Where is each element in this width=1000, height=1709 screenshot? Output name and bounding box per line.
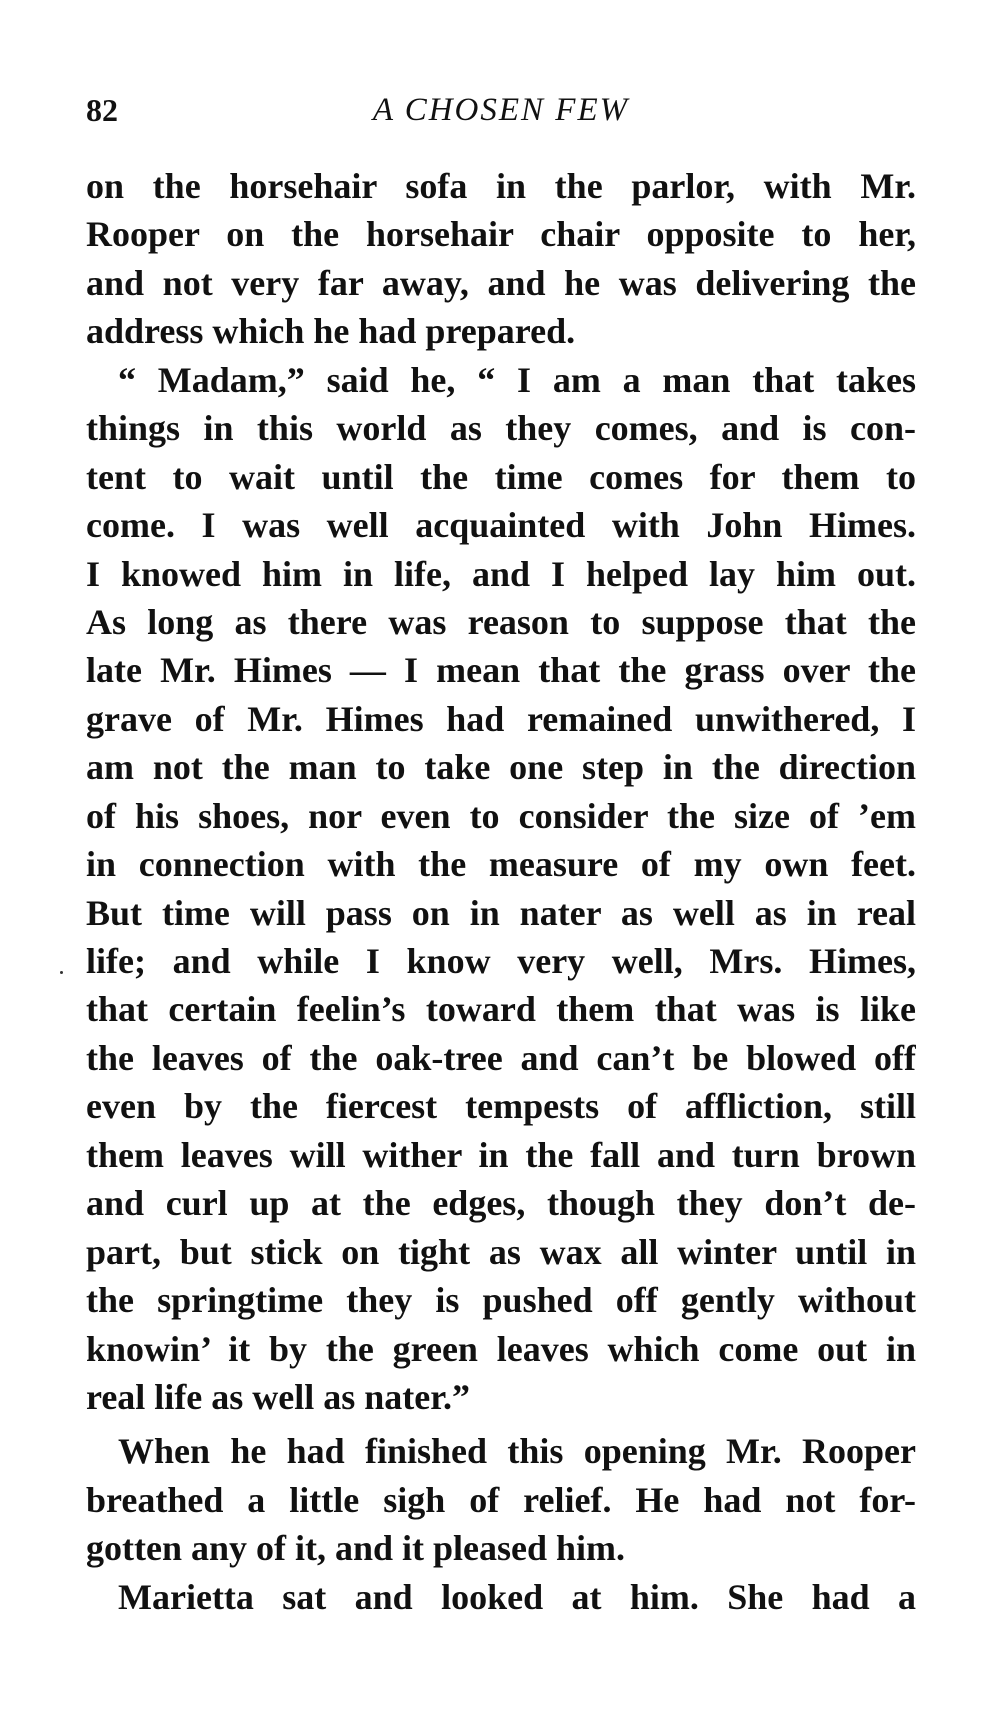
text-line: Rooper on the horsehair chair opposite to her, [86, 214, 916, 255]
text-line: “ Madam,” said he, “ I am a man that takes [118, 359, 916, 400]
body-text [86, 162, 916, 1621]
text-line: gotten any of it, and it pleased him. [86, 1528, 626, 1569]
text-line: and curl up at the edges, though they don’t de- [86, 1183, 916, 1224]
text-line: knowin’ it by the green leaves which come out in [86, 1328, 916, 1369]
text-line: When he had finished this opening Mr. Rooper [118, 1431, 916, 1472]
text-line: even by the fiercest tempests of affliction, still [86, 1086, 916, 1127]
text-line: in connection with the measure of my own feet. [86, 844, 916, 885]
text-line: the leaves of the oak-tree and can’t be blowed off [86, 1037, 916, 1078]
text-line: the springtime they is pushed off gently without [86, 1280, 916, 1321]
text-line: part, but stick on tight as wax all winter until in [86, 1231, 916, 1272]
text-line: on the horsehair sofa in the parlor, with Mr. [86, 166, 916, 206]
text-line: late Mr. Himes — I mean that the grass over the [86, 650, 916, 691]
text-line: I knowed him in life, and I helped lay him out. [86, 553, 916, 594]
text-line: am not the man to take one step in the direction [86, 747, 916, 788]
text-line: of his shoes, nor even to consider the size of ’em [86, 795, 916, 836]
text-line: things in this world as they comes, and is con- [86, 408, 916, 449]
running-head: A CHOSEN FEW [372, 92, 630, 128]
page-number: 82 [86, 92, 118, 128]
text-line: As long as there was reason to suppose that the [86, 601, 916, 642]
text-line: and not very far away, and he was delivering the [86, 262, 916, 303]
text-line: come. I was well acquainted with John Himes. [86, 505, 916, 546]
text-line: real life as well as nater.” [86, 1376, 470, 1417]
text-line: breathed a little sigh of relief. He had not for- [86, 1479, 916, 1520]
text-line: tent to wait until the time comes for them to [86, 456, 916, 497]
page-header [86, 92, 916, 140]
margin-mark [60, 971, 63, 974]
text-line: address which he had prepared. [86, 311, 576, 352]
text-line: But time will pass on in nater as well as in real [86, 892, 916, 933]
text-line: life; and while I know very well, Mrs. Himes, [86, 941, 916, 981]
text-line: grave of Mr. Himes had remained unwithered, I [86, 698, 916, 739]
text-line: that certain feelin’s toward them that was is like [86, 989, 916, 1030]
text-line: Marietta sat and looked at him. She had a [118, 1576, 916, 1617]
text-line: them leaves will wither in the fall and turn brown [86, 1134, 916, 1175]
